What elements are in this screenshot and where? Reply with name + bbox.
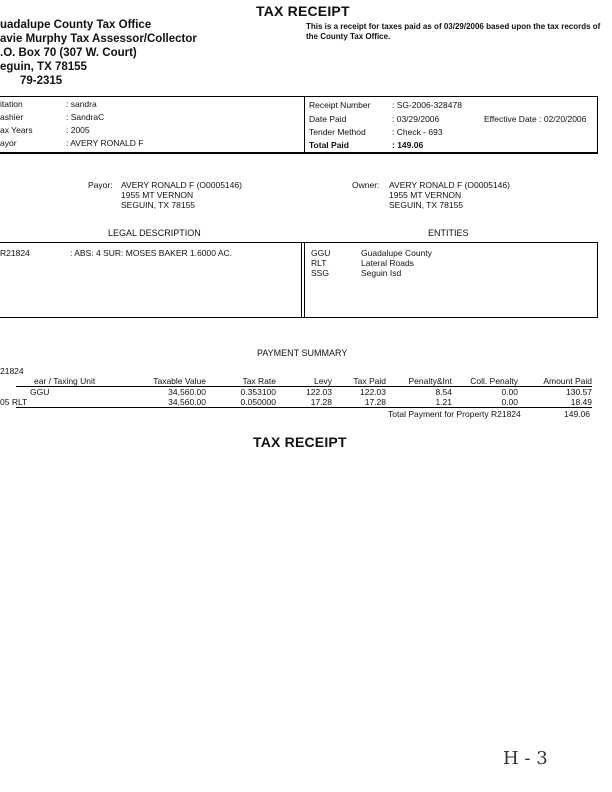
office-city: eguin, TX 78155: [0, 61, 87, 73]
table-row: [16, 397, 592, 408]
col-header-coll-penalty: Coll. Penalty: [452, 376, 518, 387]
col-header-taxable-value: Taxable Value: [116, 376, 206, 387]
cell-penalty-int: 1.21: [435, 397, 452, 407]
payment-summary-heading: PAYMENT SUMMARY: [257, 348, 348, 358]
payor-name: AVERY RONALD F (O0005146): [121, 180, 242, 190]
handwritten-note: H - 3: [503, 748, 548, 769]
table-row: [16, 387, 592, 398]
cell-taxing-unit: GGU: [30, 387, 50, 397]
cell-amount-paid: 130.57: [566, 387, 592, 397]
info-band-divider: [304, 96, 305, 152]
info-band-right-edge: [597, 96, 598, 152]
receipt-notice: This is a receipt for taxes paid as of 03/29/2006 based upon the tax records of the County Tax Office.: [306, 22, 601, 41]
station-value: : sandra: [66, 99, 97, 109]
owner-city: SEGUIN, TX 78155: [389, 200, 464, 210]
date-paid-label: Date Paid: [309, 114, 347, 124]
table-header-row: [16, 376, 592, 387]
total-payment-label: Total Payment for Property R21824: [388, 409, 521, 419]
col-header-levy: Levy: [276, 376, 332, 387]
tax-years-value: : 2005: [66, 125, 90, 135]
legal-box-bottom-rule: [0, 317, 598, 318]
info-band-bottom-rule: [0, 152, 598, 154]
col-header-tax-rate: Tax Rate: [206, 376, 276, 387]
tax-years-label: ax Years: [0, 125, 33, 135]
tender-method-label: Tender Method: [309, 127, 366, 137]
payor-block-label: Payor:: [88, 180, 113, 190]
footer-title: TAX RECEIPT: [253, 434, 347, 450]
date-paid-value: : 03/29/2006: [392, 114, 440, 124]
cell-levy: 122.03: [306, 387, 332, 397]
cashier-label: ashier: [0, 112, 24, 122]
payor-value: : AVERY RONALD F: [66, 138, 144, 148]
total-paid-label: Total Paid: [309, 140, 349, 150]
office-collector: avie Murphy Tax Assessor/Collector: [0, 33, 197, 45]
payor-city: SEGUIN, TX 78155: [121, 200, 196, 210]
legal-description-heading: LEGAL DESCRIPTION: [108, 228, 201, 238]
cell-tax-rate: 0.050000: [240, 397, 276, 407]
cell-amount-paid: 18.49: [570, 397, 592, 407]
office-phone: 79-2315: [20, 75, 63, 87]
col-header-taxing-unit: ear / Taxing Unit: [16, 376, 116, 387]
legal-account: R21824: [0, 248, 30, 258]
receipt-number-value: : SG-2006-328478: [392, 100, 462, 110]
owner-block-label: Owner:: [352, 180, 380, 190]
office-po-box: .O. Box 70 (307 W. Court): [0, 47, 137, 59]
entity-name: Lateral Roads: [361, 258, 414, 268]
payment-summary-account: 21824: [0, 366, 24, 376]
col-header-penalty-int: Penalty&Int: [386, 376, 452, 387]
total-payment-value: 149.06: [564, 409, 590, 419]
payor-label: ayor: [0, 138, 17, 148]
cell-coll-penalty: 0.00: [501, 397, 518, 407]
payor-street: 1955 MT VERNON: [121, 190, 194, 200]
cell-tax-paid: 122.03: [360, 387, 386, 397]
cell-levy: 17.28: [310, 397, 332, 407]
total-paid-value: : 149.06: [392, 140, 424, 150]
station-label: itation: [0, 99, 23, 109]
office-name: uadalupe County Tax Office: [0, 19, 152, 31]
effective-date: Effective Date : 02/20/2006: [484, 114, 587, 124]
legal-box-top-rule: [0, 242, 598, 243]
cell-taxable-value: 34,560.00: [168, 397, 206, 407]
cell-penalty-int: 8.54: [435, 387, 452, 397]
col-header-amount-paid: Amount Paid: [518, 376, 592, 387]
tender-method-value: : Check - 693: [392, 127, 443, 137]
receipt-number-label: Receipt Number: [309, 100, 371, 110]
receipt-title: TAX RECEIPT: [256, 3, 350, 19]
legal-box-divider-right: [304, 242, 305, 317]
entity-code: GGU: [311, 248, 331, 258]
entity-name: Seguin Isd: [361, 268, 402, 278]
info-band-top-rule: [0, 96, 598, 97]
legal-description: : ABS: 4 SUR: MOSES BAKER 1.6000 AC.: [70, 248, 233, 258]
cell-tax-paid: 17.28: [364, 397, 386, 407]
cell-taxable-value: 34,560.00: [168, 387, 206, 397]
cell-taxing-unit: 05 RLT: [0, 397, 28, 407]
legal-box-right-edge: [597, 242, 598, 317]
entity-code: RLT: [311, 258, 327, 268]
cell-tax-rate: 0.353100: [240, 387, 276, 397]
entities-heading: ENTITIES: [428, 228, 469, 238]
owner-street: 1955 MT VERNON: [389, 190, 462, 200]
cashier-value: : SandraC: [66, 112, 105, 122]
entity-name: Guadalupe County: [361, 248, 432, 258]
cell-coll-penalty: 0.00: [501, 387, 518, 397]
entity-code: SSG: [311, 268, 329, 278]
col-header-tax-paid: Tax Paid: [332, 376, 386, 387]
legal-box-divider-left: [301, 242, 302, 317]
owner-name: AVERY RONALD F (O0005146): [389, 180, 510, 190]
payment-summary-table: [0, 376, 592, 408]
